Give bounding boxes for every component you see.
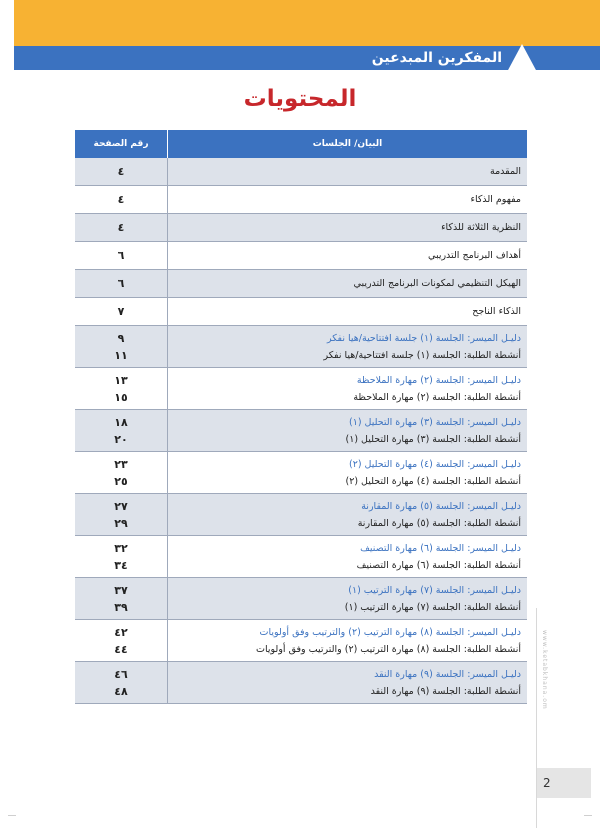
entry-page-cell bbox=[75, 270, 168, 298]
entry-page-number: ١٥ bbox=[114, 390, 128, 404]
entry-title: مفهوم الذكاء bbox=[470, 194, 521, 205]
header-yellow-band bbox=[14, 0, 600, 46]
entry-title: المقدمة bbox=[489, 166, 521, 177]
entry-page-number: ٦ bbox=[117, 249, 125, 262]
column-header-title: البيان/ الجلسات bbox=[168, 130, 528, 158]
entry-title-cell bbox=[168, 452, 528, 494]
table-row bbox=[75, 214, 527, 242]
entry-page-number: ٤ bbox=[117, 193, 125, 206]
entry-page-cell bbox=[75, 158, 168, 186]
entry-page-cell bbox=[75, 410, 168, 452]
table-row bbox=[75, 452, 527, 494]
entry-page-number: ١٣ bbox=[114, 373, 128, 387]
entry-title-cell bbox=[168, 242, 528, 270]
watermark-text: www.ketabkhana.om bbox=[541, 630, 548, 710]
entry-title: أنشطة الطلبة: الجلسة (٥) مهارة المقارنة bbox=[357, 517, 521, 529]
entry-title: أنشطة الطلبة: الجلسة (٣) مهارة التحليل (١) bbox=[345, 433, 521, 445]
entry-title: أنشطة الطلبة: الجلسة (٦) مهارة التصنيف bbox=[356, 559, 521, 571]
entry-title: أنشطة الطلبة: الجلسة (٩) مهارة النقد bbox=[370, 685, 521, 697]
entry-title: دليـل الميسر: الجلسة (٥) مهارة المقارنة bbox=[361, 500, 521, 512]
entry-title-cell bbox=[168, 214, 528, 242]
entry-title: أهداف البرنامج التدريبي bbox=[428, 250, 521, 261]
entry-title: دليـل الميسر: الجلسة (٦) مهارة التصنيف bbox=[360, 542, 521, 554]
entry-page-number: ٢٩ bbox=[114, 516, 128, 530]
entry-title: دليـل الميسر: الجلسة (١) جلسة افتتاحية/هيا نفكر bbox=[327, 332, 521, 344]
entry-title: دليـل الميسر: الجلسة (٩) مهارة النقد bbox=[374, 668, 521, 680]
entry-page-cell bbox=[75, 494, 168, 536]
table-row bbox=[75, 270, 527, 298]
entry-page-number: ٤٦ bbox=[114, 667, 128, 681]
entry-title-cell bbox=[168, 536, 528, 578]
entry-title: أنشطة الطلبة: الجلسة (٢) مهارة الملاحظة bbox=[353, 391, 521, 403]
entry-page-number: ٢٠ bbox=[114, 432, 128, 446]
entry-page-number: ٤ bbox=[117, 221, 125, 234]
entry-title: الهيكل التنظيمي لمكونات البرنامج التدريبي bbox=[353, 278, 521, 289]
table-row bbox=[75, 368, 527, 410]
entry-title-cell bbox=[168, 158, 528, 186]
table-row bbox=[75, 494, 527, 536]
entry-page-number: ٣٩ bbox=[114, 600, 128, 614]
entry-page-number: ١٨ bbox=[114, 415, 128, 429]
entry-page-cell bbox=[75, 326, 168, 368]
entry-title: دليـل الميسر: الجلسة (٧) مهارة الترتيب (١) bbox=[348, 584, 521, 596]
entry-page-number: ١١ bbox=[114, 348, 128, 362]
entry-title-cell bbox=[168, 270, 528, 298]
entry-title-cell bbox=[168, 298, 528, 326]
entry-page-number: ٤ bbox=[117, 165, 125, 178]
entry-page-number: ٤٤ bbox=[114, 642, 128, 656]
entry-title-cell bbox=[168, 410, 528, 452]
contents-table-body bbox=[75, 158, 527, 704]
entry-title: دليـل الميسر: الجلسة (٢) مهارة الملاحظة bbox=[356, 374, 521, 386]
entry-title: الذكاء الناجح bbox=[472, 306, 521, 317]
entry-page-number: ٦ bbox=[117, 277, 125, 290]
table-row bbox=[75, 662, 527, 704]
entry-title: دليـل الميسر: الجلسة (٤) مهارة التحليل (٢) bbox=[348, 458, 521, 470]
entry-page-cell bbox=[75, 242, 168, 270]
entry-title: أنشطة الطلبة: الجلسة (٨) مهارة الترتيب (٢) والترتيب وفق أولويات bbox=[256, 643, 521, 655]
entry-page-number: ٣٢ bbox=[114, 541, 128, 555]
table-row bbox=[75, 158, 527, 186]
entry-page-cell bbox=[75, 620, 168, 662]
header-notch bbox=[507, 44, 537, 72]
entry-page-cell bbox=[75, 214, 168, 242]
entry-page-cell bbox=[75, 452, 168, 494]
table-header-row bbox=[75, 130, 527, 158]
table-row bbox=[75, 242, 527, 270]
entry-title: أنشطة الطلبة: الجلسة (٤) مهارة التحليل (٢) bbox=[345, 475, 521, 487]
entry-page-number: ٣٤ bbox=[114, 558, 128, 572]
table-row bbox=[75, 578, 527, 620]
entry-title: أنشطة الطلبة: الجلسة (٧) مهارة الترتيب (١) bbox=[344, 601, 521, 613]
entry-page-number: ٢٥ bbox=[114, 474, 128, 488]
entry-title: دليـل الميسر: الجلسة (٣) مهارة التحليل (١) bbox=[348, 416, 521, 428]
entry-page-number: ٣٧ bbox=[114, 583, 128, 597]
table-row bbox=[75, 536, 527, 578]
entry-page-cell bbox=[75, 662, 168, 704]
corner-mark-right bbox=[584, 815, 592, 824]
entry-page-cell bbox=[75, 578, 168, 620]
entry-page-cell bbox=[75, 298, 168, 326]
entry-page-cell bbox=[75, 536, 168, 578]
table-row bbox=[75, 326, 527, 368]
page-number: 2 bbox=[537, 768, 591, 798]
entry-title-cell bbox=[168, 326, 528, 368]
contents-table bbox=[75, 130, 527, 704]
entry-page-number: ٧ bbox=[117, 305, 125, 318]
column-header-page: رقم الصفحة bbox=[75, 130, 168, 158]
entry-page-number: ٩ bbox=[117, 331, 125, 345]
page-title: المحتويات bbox=[243, 86, 357, 112]
entry-page-cell bbox=[75, 186, 168, 214]
entry-title-cell bbox=[168, 494, 528, 536]
entry-page-number: ٢٧ bbox=[114, 499, 128, 513]
entry-title: دليـل الميسر: الجلسة (٨) مهارة الترتيب (٢) والترتيب وفق أولويات bbox=[259, 626, 521, 638]
table-row bbox=[75, 620, 527, 662]
entry-title-cell bbox=[168, 368, 528, 410]
table-row bbox=[75, 410, 527, 452]
entry-page-cell bbox=[75, 368, 168, 410]
entry-page-number: ٤٨ bbox=[114, 684, 128, 698]
entry-page-number: ٤٢ bbox=[114, 625, 128, 639]
entry-title-cell bbox=[168, 620, 528, 662]
table-row bbox=[75, 186, 527, 214]
corner-mark-left bbox=[8, 815, 16, 824]
entry-title-cell bbox=[168, 662, 528, 704]
entry-title: أنشطة الطلبة: الجلسة (١) جلسة افتتاحية/هيا نفكر bbox=[323, 349, 521, 361]
header-title: المفكرين المبدعين bbox=[371, 50, 502, 66]
entry-title-cell bbox=[168, 578, 528, 620]
entry-title-cell bbox=[168, 186, 528, 214]
entry-title: النظرية الثلاثة للذكاء bbox=[441, 222, 521, 233]
table-row bbox=[75, 298, 527, 326]
entry-page-number: ٢٣ bbox=[114, 457, 128, 471]
